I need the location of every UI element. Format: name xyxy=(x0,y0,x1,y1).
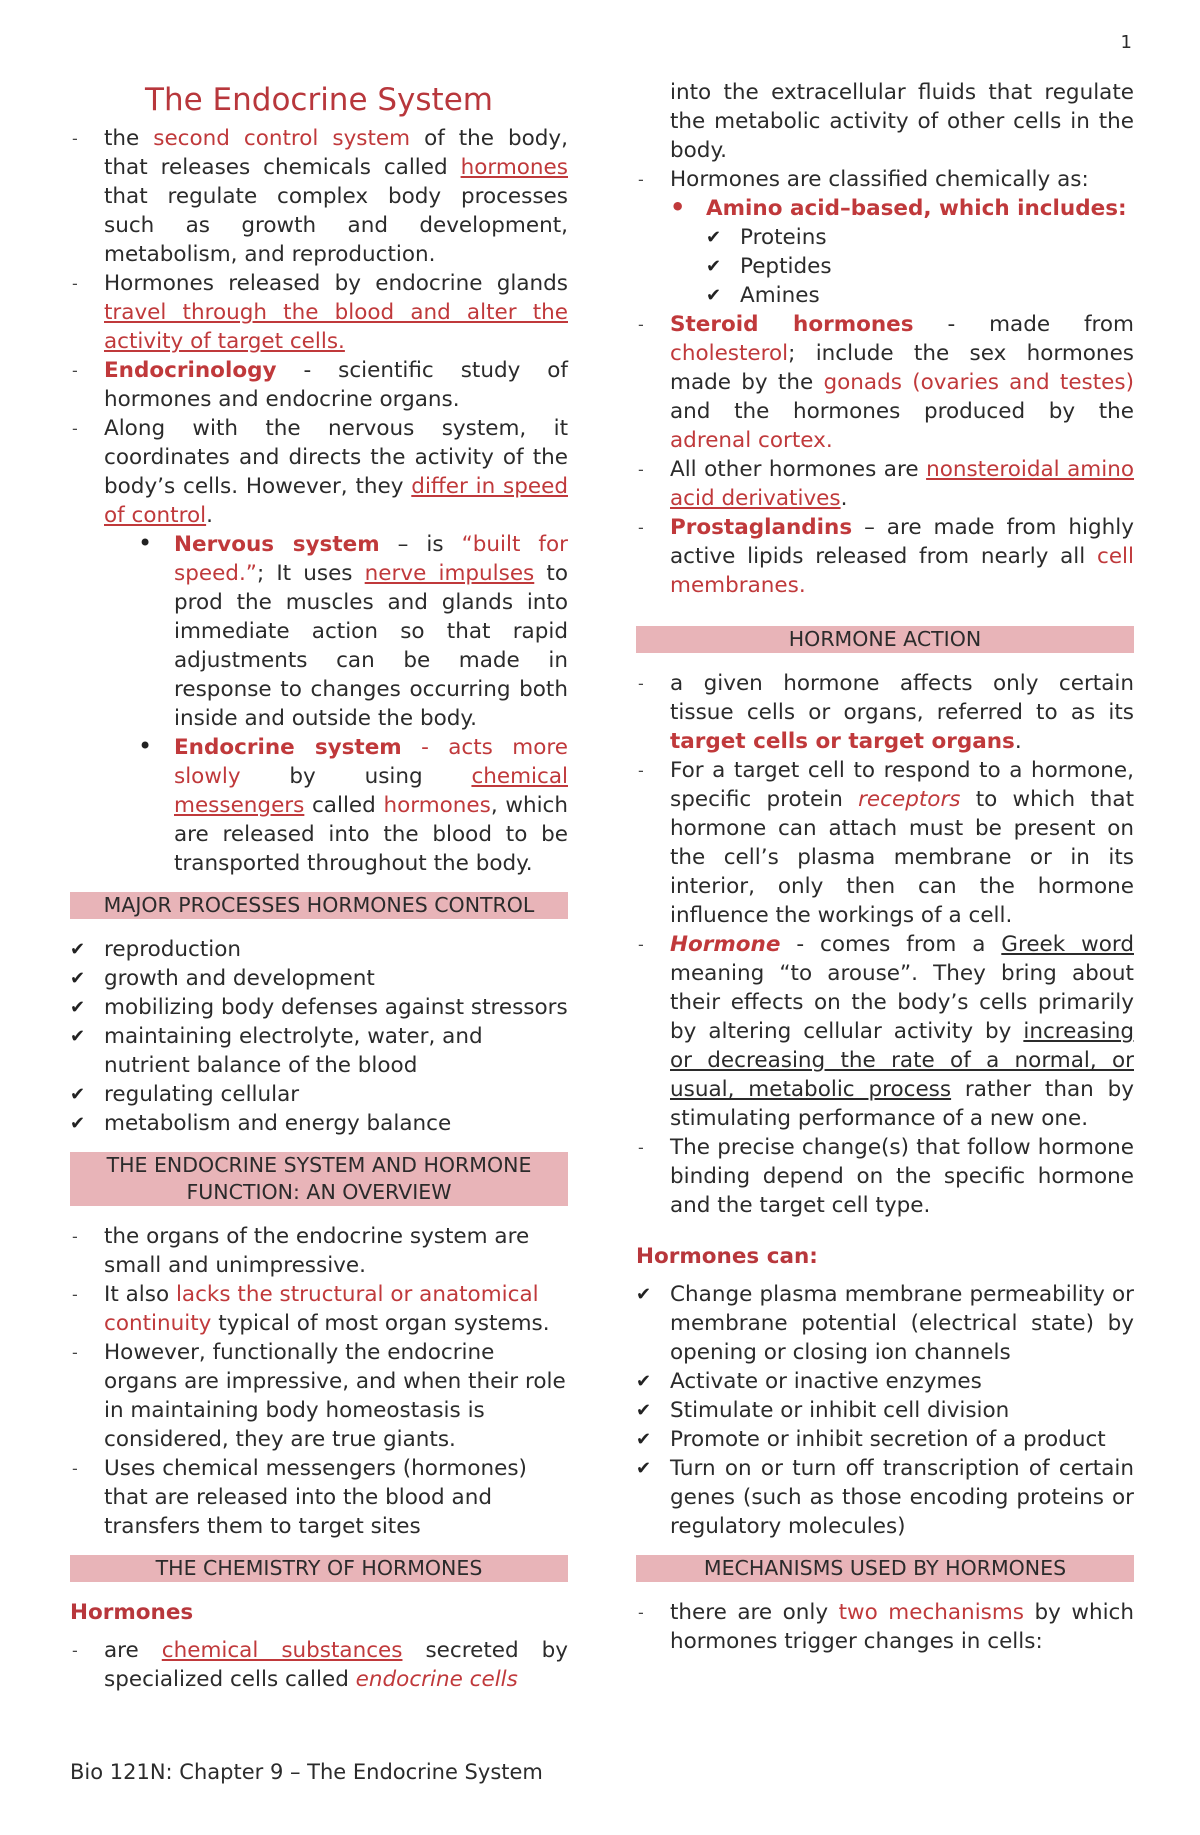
list-item: - The precise change(s) that follow hormone binding depend on the specific hormone and the target cell type. xyxy=(636,1133,1134,1220)
classification-list xyxy=(636,165,1134,194)
list-item: ✔ reproduction xyxy=(70,935,568,964)
list-item: ✔ mobilizing body defenses against stressors xyxy=(70,993,568,1022)
list-item: ✔ regulating cellular xyxy=(70,1080,568,1109)
list-item: - For a target cell to respond to a hormone, specific protein receptors to which that hormone can attach must be present on the cell’s plasma membrane or in its interior, only then can the hormone influence the workings of a cell. xyxy=(636,756,1134,930)
list-item: ✔ Turn on or turn off transcription of certain genes (such as those encoding proteins or regulatory molecules) xyxy=(636,1454,1134,1541)
intro-list xyxy=(70,124,568,878)
processes-list xyxy=(70,935,568,1138)
list-item: - Along with the nervous system, it coordinates and directs the activity of the body’s cells. However, they differ in speed of control. • Nervous system – is “built for speed.”; It uses nerve impulses to prod the muscles and glands into immediate action so that rapid adjustments can be made in response to changes occurring both inside and outside the body. • Endocrine system - acts more slowly by using chemical messengers called hormones, which are released into the blood to be transported throughout the body. xyxy=(70,414,568,878)
list-item: - Endocrinology - scientific study of hormones and endocrine organs. xyxy=(70,356,568,414)
list-item: • Nervous system – is “built for speed.”; It uses nerve impulses to prod the muscles and glands into immediate action so that rapid adjustments can be made in response to changes occurring both inside and outside the body. xyxy=(138,530,568,733)
list-item: ✔ Stimulate or inhibit cell division xyxy=(636,1396,1134,1425)
list-item: ✔ Peptides xyxy=(706,252,1134,281)
list-item: ✔ metabolism and energy balance xyxy=(70,1109,568,1138)
list-item: - are chemical substances secreted by specialized cells called endocrine cells xyxy=(70,1636,568,1694)
list-item: ✔ Promote or inhibit secretion of a product xyxy=(636,1425,1134,1454)
list-item: ✔ Amines xyxy=(706,281,1134,310)
section-banner-processes: MAJOR PROCESSES HORMONES CONTROL xyxy=(70,892,568,919)
list-item: - Prostaglandins – are made from highly active lipids released from nearly all cell membranes. xyxy=(636,513,1134,600)
hormones-can-heading: Hormones can: xyxy=(636,1244,818,1269)
list-item: - a given hormone affects only certain tissue cells or organs, referred to as its target cells or target organs. xyxy=(636,669,1134,756)
list-item: - Steroid hormones - made from cholesterol; include the sex hormones made by the gonads (ovaries and testes) and the hormones produced by the adrenal cortex. xyxy=(636,310,1134,455)
section-banner-mechanisms: MECHANISMS USED BY HORMONES xyxy=(636,1555,1134,1582)
control-systems-list xyxy=(104,530,568,878)
list-item: - Hormones are classified chemically as: xyxy=(636,165,1134,194)
mechanisms-list xyxy=(636,1598,1134,1656)
list-item: - Hormone - comes from a Greek word meaning “to arouse”. They bring about their effects on the body’s cells primarily by altering cellular activity by increasing or decreasing the rate of a normal, or usual, metabolic process rather than by stimulating performance of a new one. xyxy=(636,930,1134,1133)
section-banner-chemistry: THE CHEMISTRY OF HORMONES xyxy=(70,1555,568,1582)
left-column xyxy=(70,78,568,1694)
continued-text: into the extracellular fluids that regulate the metabolic activity of other cells in the body. xyxy=(670,80,1134,163)
list-item: - Uses chemical messengers (hormones) that are released into the blood and transfers them to target sites xyxy=(70,1454,568,1541)
list-item: ✔ Proteins xyxy=(706,223,1134,252)
list-item: - It also lacks the structural or anatomical continuity typical of most organ systems. xyxy=(70,1280,568,1338)
amino-items-list xyxy=(636,223,1134,310)
list-item: • Amino acid–based, which includes: xyxy=(670,194,1134,223)
list-item: - the organs of the endocrine system are small and unimpressive. xyxy=(70,1222,568,1280)
chemistry-list xyxy=(70,1636,568,1694)
overview-list xyxy=(70,1222,568,1541)
list-item: ✔ maintaining electrolyte, water, and nutrient balance of the blood xyxy=(70,1022,568,1080)
list-item: ✔ Change plasma membrane permeability or membrane potential (electrical state) by opening or closing ion channels xyxy=(636,1280,1134,1367)
list-item: • Endocrine system - acts more slowly by using chemical messengers called hormones, which are released into the blood to be transported throughout the body. xyxy=(138,733,568,878)
section-banner-overview: THE ENDOCRINE SYSTEM AND HORMONE FUNCTION: AN OVERVIEW xyxy=(70,1152,568,1206)
hormone-types-list xyxy=(636,310,1134,600)
list-item: - Hormones released by endocrine glands travel through the blood and alter the activity of target cells. xyxy=(70,269,568,356)
right-column xyxy=(636,78,1134,1656)
section-banner-hormone-action: HORMONE ACTION xyxy=(636,626,1134,653)
list-item: - However, functionally the endocrine organs are impressive, and when their role in maintaining body homeostasis is considered, they are true giants. xyxy=(70,1338,568,1454)
list-item: - All other hormones are nonsteroidal amino acid derivatives. xyxy=(636,455,1134,513)
list-item: - the second control system of the body, that releases chemicals called hormones that regulate complex body processes such as growth and development, metabolism, and reproduction. xyxy=(70,124,568,269)
page-number: 1 xyxy=(1120,32,1132,53)
hormone-action-list xyxy=(636,669,1134,1220)
page-footer: Bio 121N: Chapter 9 – The Endocrine System xyxy=(70,1760,543,1784)
amino-list xyxy=(636,194,1134,223)
hormones-heading: Hormones xyxy=(70,1600,194,1625)
list-item: ✔ growth and development xyxy=(70,964,568,993)
hormones-can-list xyxy=(636,1280,1134,1541)
list-item: ✔ Activate or inactive enzymes xyxy=(636,1367,1134,1396)
page-title: The Endocrine System xyxy=(145,82,493,118)
list-item: - there are only two mechanisms by which hormones trigger changes in cells: xyxy=(636,1598,1134,1656)
